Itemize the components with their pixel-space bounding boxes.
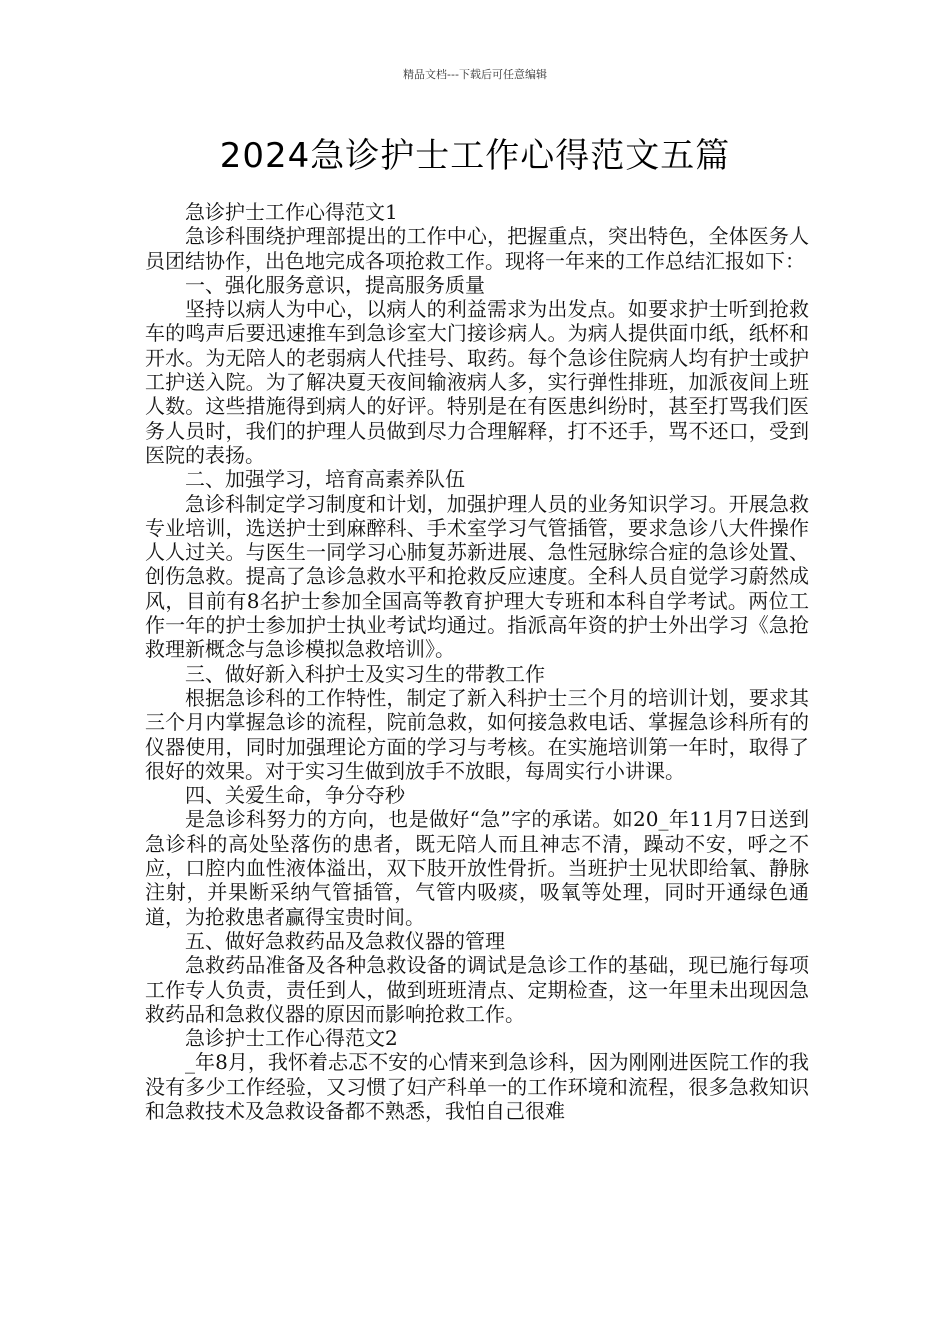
body-paragraph: 根据急诊科的工作特性，制定了新入科护士三个月的培训计划，要求其三个月内掌握急诊的流程，院前急救，如何接急救电话、掌握急诊科所有的仪器使用，同时加强理论方面的学习与考核。在实施培训第一年时，取得了很好的效果。对于实习生做到放手不放眼，每周实行小讲课。 — [145, 685, 809, 783]
subheading: 一、强化服务意识，提高服务质量 — [185, 272, 485, 297]
body-paragraph: 是急诊科努力的方向，也是做好“急”字的承诺。如20_年11月7日送到急诊科的高处坠落伤的患者，既无陪人而且神志不清，躁动不安，呼之不应，口腔内血性液体溢出，双下肢开放性骨折。当班护士见状即给氧、静脉注射，并果断采纳气管插管，气管内吸痰，吸氧等处理，同时开通绿色通道，为抢救患者赢得宝贵时间。 — [145, 807, 809, 929]
document-title: 2024急诊护士工作心得范文五篇 — [219, 136, 731, 176]
header-note: 精品文档---下载后可任意编辑 — [403, 68, 547, 81]
subheading: 三、做好新入科护士及实习生的带教工作 — [185, 661, 545, 686]
body-paragraph: 坚持以病人为中心，以病人的利益需求为出发点。如要求护士听到抢救车的鸣声后要迅速推车到急诊室大门接诊病人。为病人提供面巾纸，纸杯和开水。为无陪人的老弱病人代挂号、取药。每个急诊住院病人均有护士或护工护送入院。为了解决夏天夜间输液病人多，实行弹性排班，加派夜间上班人数。这些措施得到病人的好评。特别是在有医患纠纷时，甚至打骂我们医务人员时，我们的护理人员做到尽力合理解释，打不还手，骂不还口，受到医院的表扬。 — [145, 297, 809, 467]
subheading: 二、加强学习，培育高素养队伍 — [185, 467, 465, 492]
section-heading-1: 急诊护士工作心得范文1 — [185, 200, 398, 224]
document-body — [145, 200, 809, 1123]
subheading: 四、关爱生命，争分夺秒 — [185, 783, 405, 808]
body-paragraph: _年8月，我怀着忐忑不安的心情来到急诊科，因为刚刚进医院工作的我没有多少工作经验，又习惯了妇产科单一的工作环境和流程，很多急救知识和急救技术及急救设备都不熟悉，我怕自己很难 — [145, 1050, 809, 1123]
body-paragraph: 急诊科制定学习制度和计划，加强护理人员的业务知识学习。开展急救专业培训，选送护士到麻醉科、手术室学习气管插管，要求急诊八大件操作人人过关。与医生一同学习心肺复苏新进展、急性冠脉综合症的急诊处置、创伤急救。提高了急诊急救水平和抢救反应速度。全科人员自觉学习蔚然成风，目前有8名护士参加全国高等教育护理大专班和本科自学考试。两位工作一年的护士参加护士执业考试均通过。指派高年资的护士外出学习《急抢救理新概念与急诊模拟急救培训》。 — [145, 491, 809, 662]
subheading: 五、做好急救药品及急救仪器的管理 — [185, 928, 505, 953]
body-paragraph: 急诊科围绕护理部提出的工作中心，把握重点，突出特色，全体医务人员团结协作，出色地完成各项抢救工作。现将一年来的工作总结汇报如下： — [145, 224, 809, 273]
body-paragraph: 急救药品准备及各种急救设备的调试是急诊工作的基础，现已施行每项工作专人负责，责任到人，做到班班清点、定期检查，这一年里未出现因急救药品和急救仪器的原因而影响抢救工作。 — [145, 953, 809, 1026]
section-heading-2: 急诊护士工作心得范文2 — [185, 1026, 398, 1051]
